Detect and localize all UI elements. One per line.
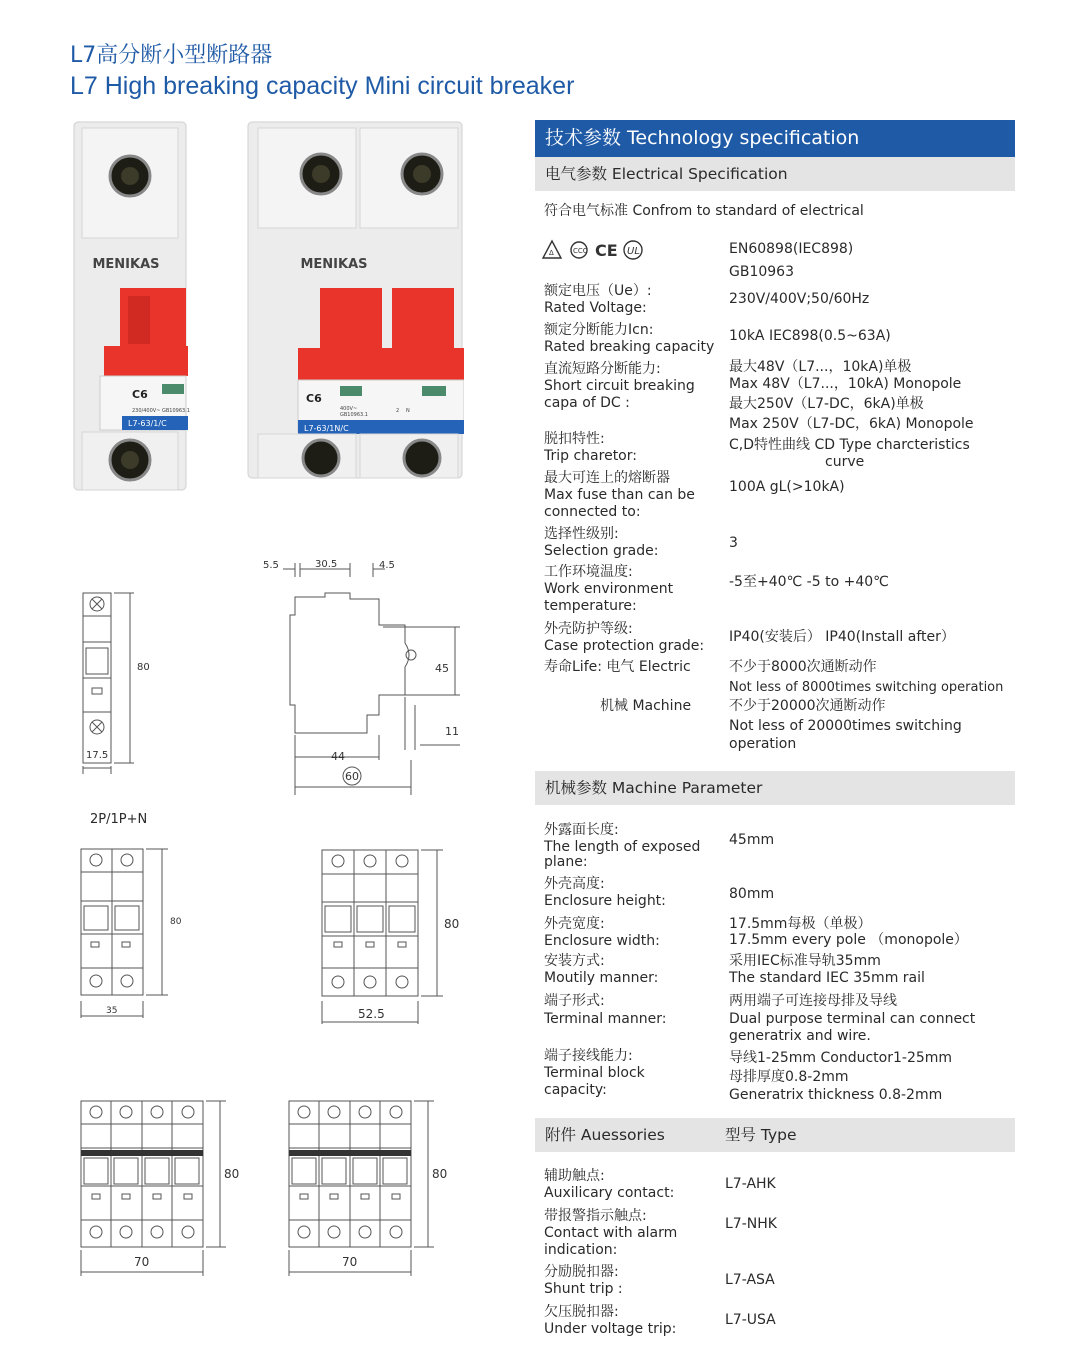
accessory-en: Contact with alarm [544, 1225, 678, 1241]
life-electric-en: Not less of 8000times switching operation [729, 680, 1004, 695]
svg-text:C6: C6 [306, 392, 322, 405]
machine-value: 80mm [729, 886, 775, 902]
life-label: 寿命Life: 电气 Electric [544, 659, 691, 675]
svg-text:17.5: 17.5 [86, 750, 109, 761]
svg-text:45: 45 [435, 662, 449, 675]
row-value: 最大48V（L7...，10kA)单极 [729, 359, 912, 375]
certification-icons [542, 238, 662, 262]
standard-1: EN60898(IEC898) [729, 241, 854, 257]
life-machine-label: 机械 Machine [600, 698, 692, 714]
accessory-type: L7-NHK [725, 1216, 777, 1232]
row-en: Work environment [544, 581, 674, 597]
svg-text:L7-63/1N/C: L7-63/1N/C [304, 424, 349, 433]
accessory-cn: 辅助触点: [544, 1168, 605, 1184]
svg-text:44: 44 [331, 750, 345, 763]
spec-panel [535, 120, 1015, 191]
accessory-type: L7-AHK [725, 1176, 776, 1192]
svg-text:GB10963.1: GB10963.1 [340, 412, 368, 418]
machine-cn: 端子形式: [544, 993, 605, 1009]
page-title-en: L7 High breaking capacity Mini circuit breaker [70, 72, 575, 100]
drawing-3p-front [318, 846, 468, 1026]
machine-value: 17.5mm每极（单极） [729, 916, 872, 932]
svg-text:52.5: 52.5 [358, 1007, 385, 1021]
machine-en: capacity: [544, 1082, 607, 1098]
machine-value: 17.5mm every pole （monopole） [729, 932, 968, 948]
row-en: Rated breaking capacity [544, 339, 715, 355]
machine-en: The length of exposed [544, 839, 701, 855]
model-label: L7-63/1/C [128, 419, 167, 428]
accessory-cn: 欠压脱扣器: [544, 1304, 619, 1320]
rating-label: C6 [132, 388, 148, 401]
conform-text: 符合电气标准 Confrom to standard of electrical [544, 203, 864, 219]
svg-text:35: 35 [106, 1006, 118, 1016]
machine-en: Enclosure width: [544, 933, 660, 949]
spec-header: 技术参数 Technology specification [535, 120, 1015, 157]
row-cn: 选择性级别: [544, 526, 619, 542]
svg-text:UL: UL [627, 246, 640, 257]
machine-en: Enclosure height: [544, 893, 666, 909]
row-value: 10kA IEC898(0.5~63A) [729, 328, 891, 344]
accessory-en: indication: [544, 1242, 618, 1258]
row-en: Short circuit breaking [544, 378, 695, 394]
machine-value: Generatrix thickness 0.8-2mm [729, 1087, 943, 1103]
machine-en: Terminal manner: [544, 1011, 667, 1027]
svg-text:70: 70 [134, 1255, 150, 1269]
svg-text:2: 2 [396, 408, 400, 414]
svg-text:80: 80 [432, 1167, 448, 1181]
svg-text:CCC: CCC [573, 247, 588, 255]
drawing-1p-front [80, 590, 160, 775]
row-cn: 直流短路分断能力: [544, 361, 661, 377]
row-cn: 外壳防护等级: [544, 621, 633, 637]
drawing-side-view [255, 555, 465, 800]
row-en: Trip charetor: [544, 448, 637, 464]
row-en: connected to: [544, 504, 641, 520]
row-value: curve [825, 454, 865, 470]
machine-cn: 外露面长度: [544, 822, 619, 838]
machine-value: 两用端子可连接母排及导线 [729, 993, 897, 1009]
accessory-header: 附件 Auessories [545, 1126, 665, 1144]
svg-text:80: 80 [170, 917, 182, 927]
svg-text:11: 11 [445, 725, 459, 738]
drawing-4p-front-a [78, 1098, 248, 1278]
machine-cn: 安装方式: [544, 953, 605, 969]
accessory-type: L7-ASA [725, 1272, 775, 1288]
breaker-1p-image [70, 120, 190, 492]
type-header: 型号 Type [725, 1126, 797, 1144]
life-machine-en: Not less of 20000times switching [729, 718, 962, 734]
machine-value: 导线1-25mm Conductor1-25mm [729, 1050, 953, 1066]
machine-en: plane: [544, 854, 588, 870]
svg-text:GB10963.1: GB10963.1 [162, 408, 190, 414]
label-2p: 2P/1P+N [90, 812, 148, 827]
svg-text:4.5: 4.5 [379, 560, 395, 571]
accessory-type: L7-USA [725, 1312, 776, 1328]
row-value: 100A gL(>10kA) [729, 479, 845, 495]
row-cn: 脱扣特性: [544, 431, 605, 447]
life-machine-en: operation [729, 736, 797, 752]
brand-logo: MENIKAS [92, 257, 160, 272]
row-value: Max 250V（L7-DC，6kA) Monopole [729, 416, 974, 432]
drawing-4p-front-b [286, 1098, 456, 1278]
page-title-cn: L7高分断小型断路器 [70, 43, 273, 68]
machine-value: 采用IEC标准导轨35mm [729, 953, 881, 969]
row-cn: 最大可连上的熔断器 [544, 470, 670, 486]
machine-cn: 外壳宽度: [544, 916, 605, 932]
row-cn: 额定分断能力Icn: [544, 322, 654, 338]
row-value: Max 48V（L7...，10kA) Monopole [729, 376, 962, 392]
machine-value: generatrix and wire. [729, 1028, 871, 1044]
accessory-en: Auxilicary contact: [544, 1185, 675, 1201]
row-en: capa of DC : [544, 395, 630, 411]
accessory-cn: 带报警指示触点: [544, 1208, 647, 1224]
life-machine-cn: 不少于20000次通断动作 [729, 698, 886, 714]
machine-header: 机械参数 Machine Parameter [535, 771, 1015, 805]
svg-text:400V~: 400V~ [340, 406, 358, 412]
svg-text:30.5: 30.5 [315, 559, 338, 570]
row-en: Max fuse than can be [544, 487, 695, 503]
breaker-2p-image [246, 120, 464, 480]
row-cn: 工作环境温度: [544, 564, 633, 580]
row-en: temperature: [544, 598, 637, 614]
row-en: Rated Voltage: [544, 300, 647, 316]
row-value: -5至+40℃ -5 to +40℃ [729, 574, 889, 590]
svg-text:CE: CE [595, 241, 618, 260]
accessory-en: Under voltage trip: [544, 1321, 677, 1337]
machine-value: Dual purpose terminal can connect [729, 1011, 976, 1027]
svg-text:Δ: Δ [549, 249, 554, 257]
machine-cn: 端子接线能力: [544, 1048, 633, 1064]
svg-text:80: 80 [444, 917, 460, 931]
machine-value: 45mm [729, 832, 775, 848]
row-value: IP40(安装后） IP40(Install after） [729, 629, 955, 645]
accessory-cn: 分励脱扣器: [544, 1264, 619, 1280]
svg-text:80: 80 [137, 662, 150, 673]
machine-en: Terminal block [544, 1065, 645, 1081]
machine-cn: 外壳高度: [544, 876, 605, 892]
svg-text:5.5: 5.5 [263, 560, 279, 571]
drawing-2p-front [78, 846, 188, 1021]
row-cn: 额定电压（Ue）: [544, 283, 652, 299]
svg-text:80: 80 [224, 1167, 240, 1181]
svg-text:230/400V~: 230/400V~ [132, 408, 161, 414]
electrical-header: 电气参数 Electrical Specification [535, 157, 1015, 191]
standard-2: GB10963 [729, 264, 794, 280]
svg-text:N: N [406, 408, 410, 414]
machine-value: 母排厚度0.8-2mm [729, 1069, 849, 1085]
svg-text:MENIKAS: MENIKAS [300, 257, 368, 272]
svg-text:70: 70 [342, 1255, 358, 1269]
row-en: Selection grade: [544, 543, 659, 559]
row-en: Case protection grade: [544, 638, 705, 654]
row-value: 230V/400V;50/60Hz [729, 291, 870, 307]
svg-text:60: 60 [345, 770, 359, 783]
life-electric-cn: 不少于8000次通断动作 [729, 659, 877, 675]
machine-en: Moutily manner: [544, 970, 659, 986]
accessory-header-band [535, 1118, 1015, 1152]
row-value: 最大250V（L7-DC，6kA)单极 [729, 396, 924, 412]
accessory-en: Shunt trip : [544, 1281, 623, 1297]
row-value: C,D特性曲线 CD Type charcteristics [729, 437, 970, 453]
machine-value: The standard IEC 35mm rail [729, 970, 925, 986]
row-value: 3 [729, 535, 738, 551]
